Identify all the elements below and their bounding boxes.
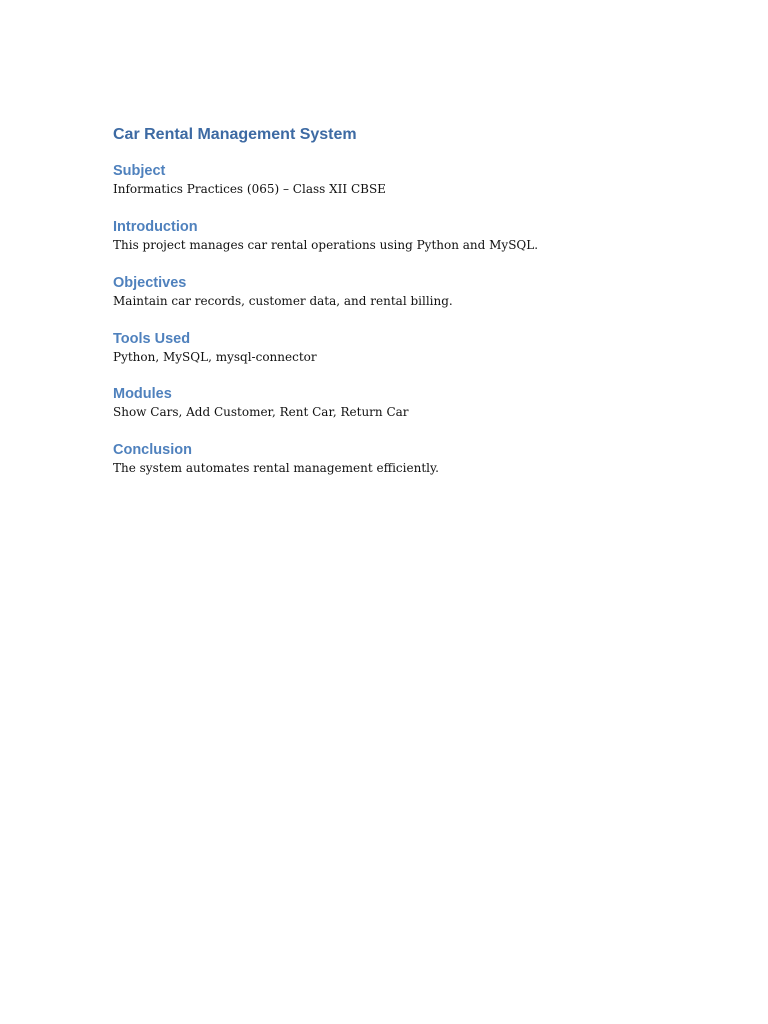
- section-modules: [113, 384, 673, 421]
- section-heading-conclusion: Conclusion: [113, 442, 192, 458]
- document-page: [113, 124, 673, 477]
- section-body-conclusion: The system automates rental management efficiently.: [113, 461, 439, 475]
- section-body-objectives: Maintain car records, customer data, and rental billing.: [113, 294, 453, 308]
- section-introduction: [113, 217, 673, 254]
- section-heading-modules: Modules: [113, 386, 172, 402]
- section-heading-subject: Subject: [113, 163, 166, 179]
- section-objectives: [113, 273, 673, 310]
- section-body-modules: Show Cars, Add Customer, Rent Car, Return Car: [113, 405, 409, 419]
- section-body-introduction: This project manages car rental operations using Python and MySQL.: [113, 238, 539, 252]
- section-body-tools-used: Python, MySQL, mysql-connector: [113, 350, 317, 364]
- section-tools-used: [113, 329, 673, 366]
- section-heading-tools-used: Tools Used: [113, 331, 191, 347]
- section-conclusion: [113, 440, 673, 477]
- section-heading-introduction: Introduction: [113, 219, 198, 235]
- document-title: Car Rental Management System: [113, 126, 357, 143]
- section-body-subject: Informatics Practices (065) – Class XII CBSE: [113, 182, 386, 196]
- section-subject: [113, 161, 673, 198]
- section-heading-objectives: Objectives: [113, 275, 187, 291]
